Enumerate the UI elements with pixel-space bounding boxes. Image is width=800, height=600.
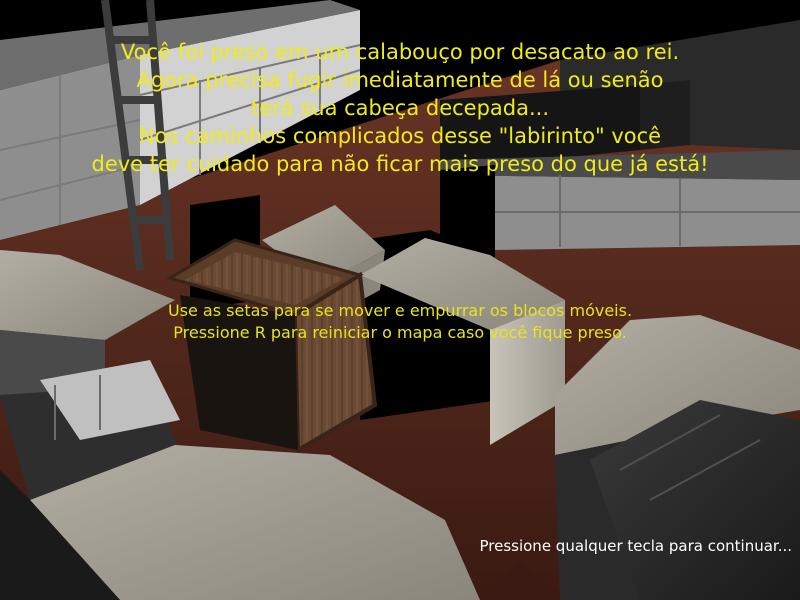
story-line: Agora precisa fugir imediatamente de lá ou senão [136,68,664,92]
instructions-text [0,300,800,344]
story-line: terá sua cabeça decepada... [250,96,550,120]
instruction-line: Use as setas para se mover e empurrar os blocos móveis. [167,301,633,320]
story-line: Você foi preso em um calabouço por desacato ao rei. [120,40,680,64]
instruction-line: Pressione R para reiniciar o mapa caso você fique preso. [173,323,627,342]
wooden-crate [170,240,375,450]
story-line: Nos caminhos complicados desse "labirinto" você [138,124,662,148]
continue-prompt[interactable]: Pressione qualquer tecla para continuar... [479,537,792,555]
story-text [0,38,800,178]
story-line: deve ter cuidado para não ficar mais preso do que já está! [91,152,709,176]
